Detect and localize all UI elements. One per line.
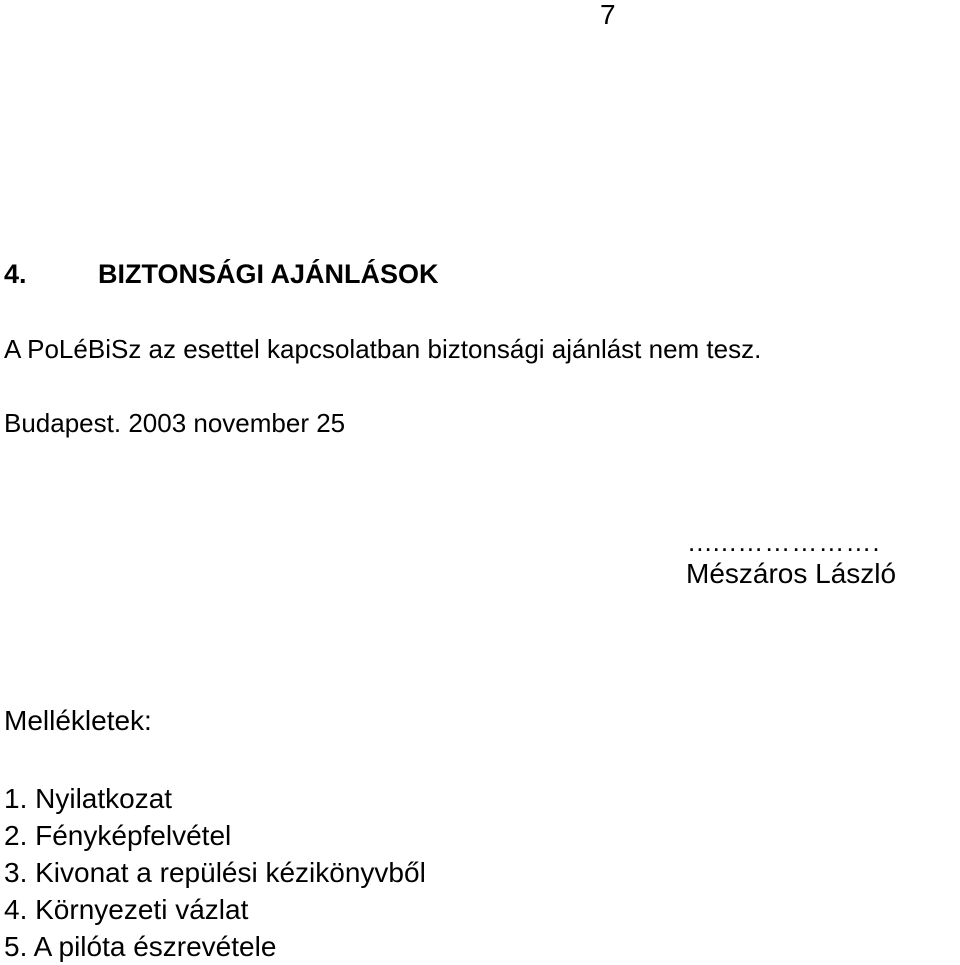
attachment-item: 5. A pilóta észrevétele (4, 931, 277, 962)
section-number: 4. (4, 259, 27, 289)
attachment-item: 2. Fényképfelvétel (4, 820, 232, 851)
attachment-item: 3. Kivonat a repülési kézikönyvből (4, 857, 426, 888)
section-title: BIZTONSÁGI AJÁNLÁSOK (98, 259, 439, 289)
attachments-list (4, 780, 426, 965)
signatory-name: Mészáros László (686, 558, 897, 589)
page-number: 7 (600, 0, 616, 30)
recommendation-paragraph: A PoLéBiSz az esettel kapcsolatban biztonsági ajánlást nem tesz. (4, 334, 762, 364)
place-date-line: Budapest. 2003 november 25 (4, 408, 346, 438)
attachment-item: 1. Nyilatkozat (4, 783, 173, 814)
signature-line: ......……………. (688, 527, 881, 557)
section-heading (4, 258, 439, 290)
attachment-item: 4. Környezeti vázlat (4, 894, 249, 925)
attachments-title: Mellékletek: (4, 705, 152, 736)
